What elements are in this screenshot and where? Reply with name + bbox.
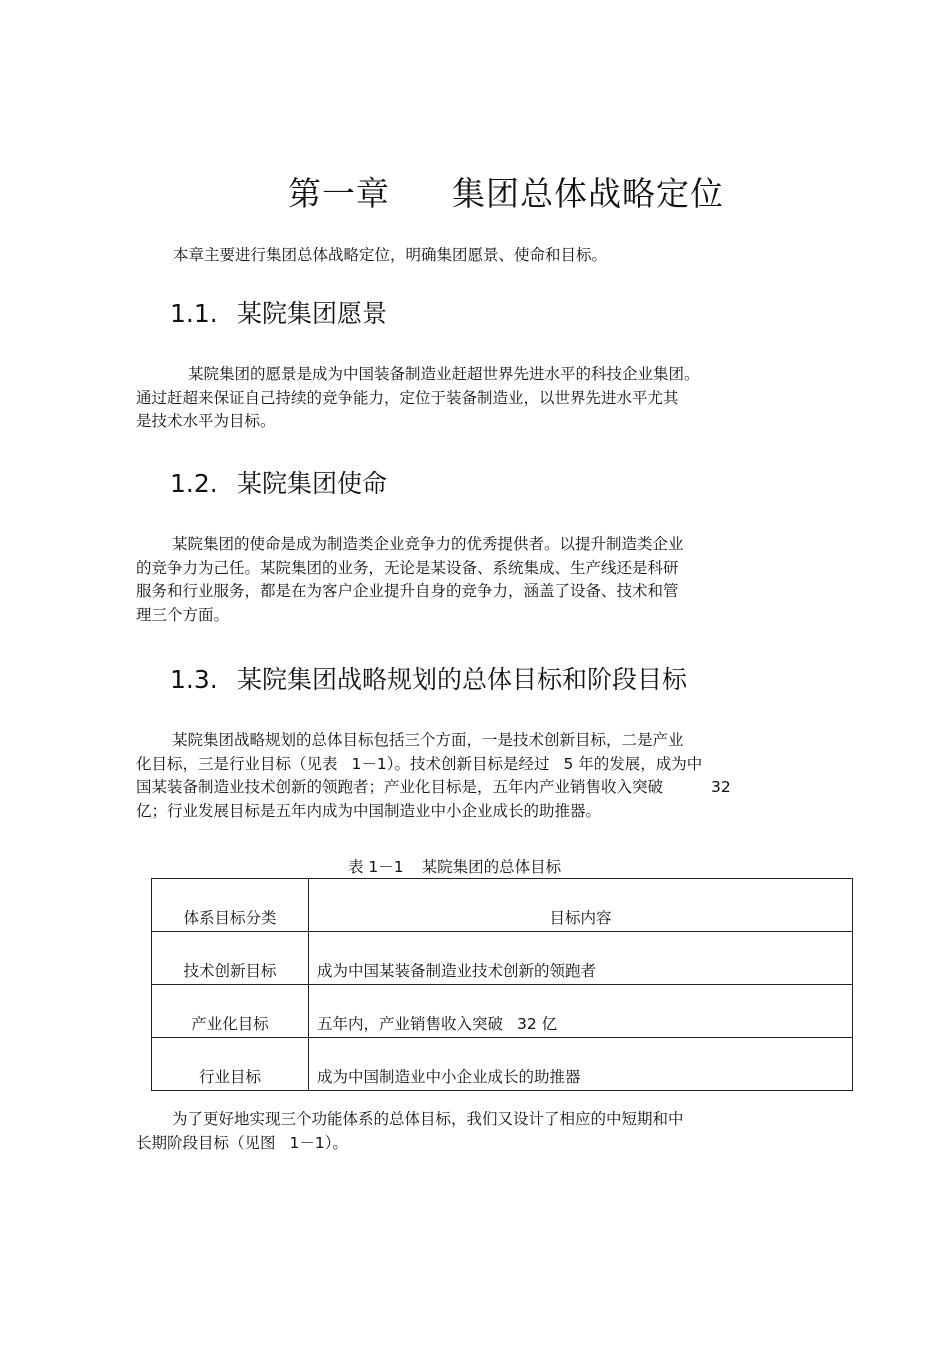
chapter-number: 第一章: [288, 174, 390, 213]
table-cell-category: 行业目标: [152, 1038, 309, 1091]
table-header-row: [152, 879, 853, 932]
section-title: 某院集团战略规划的总体目标和阶段目标: [237, 665, 688, 694]
section-heading-goals: [170, 663, 687, 697]
paragraph-goals: [136, 729, 816, 823]
paragraph-line: 服务和行业服务，都是在为客户企业提升自身的竞争力，涵盖了设备、技术和管: [136, 582, 679, 600]
table-cell-content: 五年内，产业销售收入突破 32 亿: [309, 985, 853, 1038]
paragraph-line: 的竞争力为己任。某院集团的业务，无论是某设备、系统集成、生产线还是科研: [136, 558, 679, 577]
table-row: [152, 1038, 853, 1091]
paragraph-line: 某院集团的使命是成为制造类企业竞争力的优秀提供者。以提升制造类企业: [172, 535, 684, 553]
paragraph-line: 某院集团战略规划的总体目标包括三个方面，一是技术创新目标，二是产业: [172, 731, 684, 749]
paragraph-line: 为了更好地实现三个功能体系的总体目标，我们又设计了相应的中短期和中: [172, 1110, 684, 1128]
table-header-cell: 目标内容: [309, 879, 853, 932]
chapter-title: [288, 170, 724, 218]
table-cell-content: 成为中国制造业中小企业成长的助推器: [309, 1038, 853, 1091]
section-title: 某院集团愿景: [237, 299, 388, 328]
paragraph-vision: [136, 363, 816, 434]
table-header-cell: 体系目标分类: [152, 879, 309, 932]
section-title: 某院集团使命: [237, 469, 388, 498]
table-cell-category: 技术创新目标: [152, 932, 309, 985]
paragraph-line: 化目标，三是行业目标（见表 1－1）。技术创新目标是经过 5 年的发展，成为中: [136, 754, 703, 773]
paragraph-line: 是技术水平为目标。: [136, 412, 276, 430]
paragraph-line: 国某装备制造业技术创新的领跑者；产业化目标是，五年内产业销售收入突破 32: [136, 778, 731, 796]
paragraph-closing: [136, 1108, 816, 1155]
section-number: 1.2.: [170, 469, 218, 498]
paragraph-line: 通过赶超来保证自己持续的竞争能力，定位于装备制造业，以世界先进水平尤其: [136, 388, 679, 407]
table-cell-category: 产业化目标: [152, 985, 309, 1038]
section-heading-mission: [170, 467, 387, 501]
table-row: [152, 932, 853, 985]
chapter-name: 集团总体战略定位: [452, 174, 724, 213]
goals-table: [151, 878, 853, 1091]
paragraph-line: 理三个方面。: [136, 605, 230, 624]
section-number: 1.3.: [170, 665, 218, 694]
table-cell-content: 成为中国某装备制造业技术创新的领跑者: [309, 932, 853, 985]
table-row: [152, 985, 853, 1038]
table-caption: [348, 856, 561, 878]
paragraph-mission: [136, 533, 816, 627]
section-number: 1.1.: [170, 299, 218, 328]
table-caption-label: 表 1－1: [348, 858, 404, 876]
paragraph-line: 某院集团的愿景是成为中国装备制造业赶超世界先进水平的科技企业集团。: [188, 365, 700, 383]
table-caption-title: 某院集团的总体目标: [421, 858, 562, 876]
chapter-intro: 本章主要进行集团总体战略定位，明确集团愿景、使命和目标。: [173, 246, 608, 264]
section-heading-vision: [170, 297, 387, 331]
paragraph-line: 长期阶段目标（见图 1－1）。: [136, 1133, 348, 1152]
paragraph-line: 亿；行业发展目标是五年内成为中国制造业中小企业成长的助推器。: [136, 801, 602, 820]
